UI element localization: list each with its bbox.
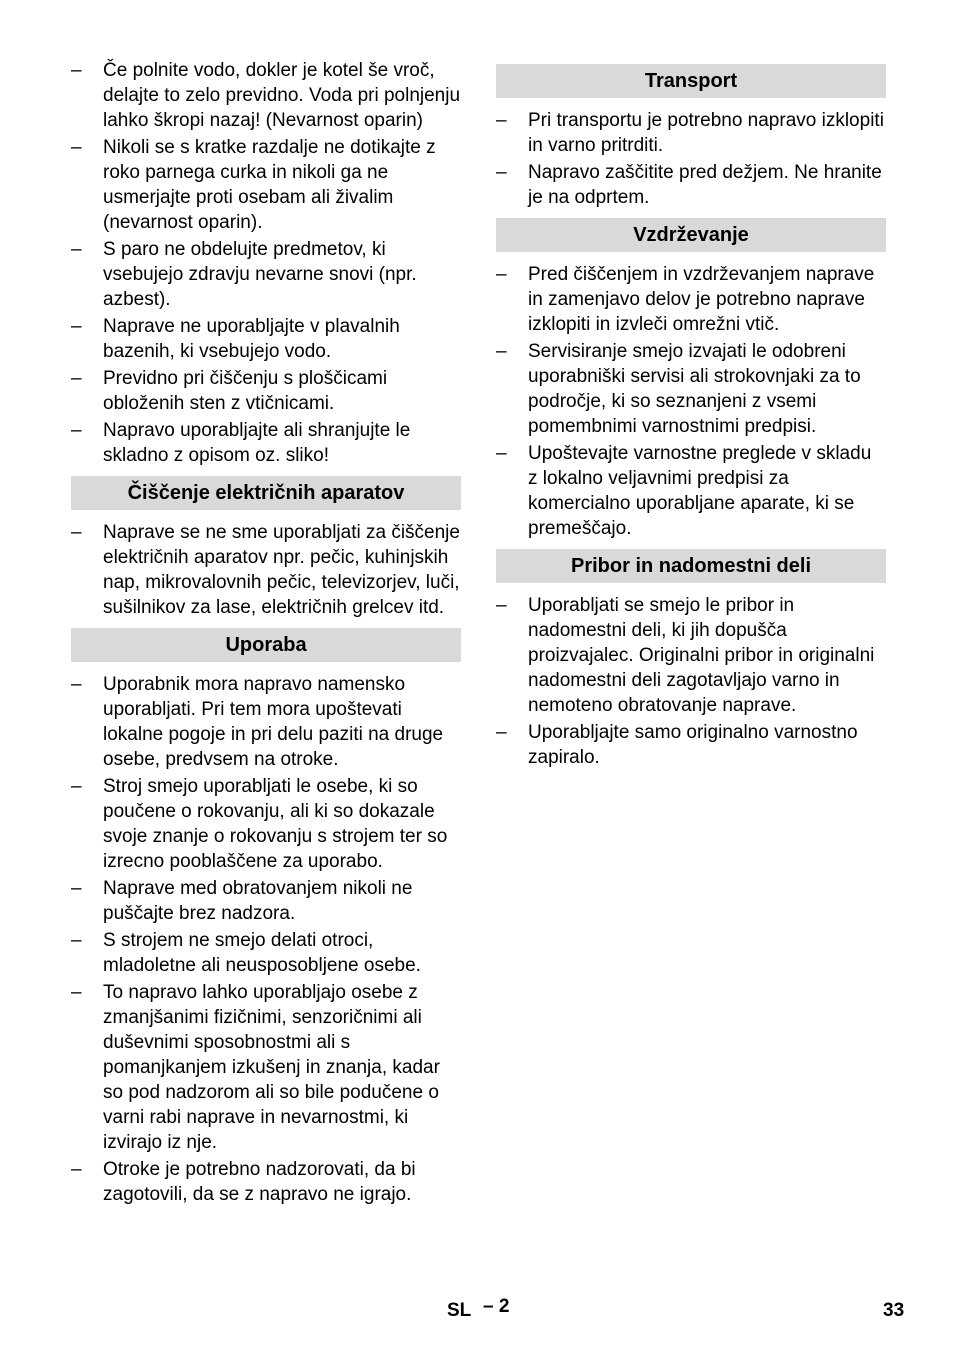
bullet-dash: – [496,595,507,616]
list-item-text: Pri transportu je potrebno napravo izklopiti in varno pritrditi. [528,110,884,156]
accessories-list [496,593,886,770]
list-item [496,160,886,210]
list-item-text: Napravo uporabljajte ali shranjujte le skladno z opisom oz. sliko! [103,420,411,466]
list-item [71,418,461,468]
section-heading-cleaning-electrical: Čiščenje električnih aparatov [71,476,461,510]
list-item [71,980,461,1155]
bullet-dash: – [71,60,82,81]
bullet-dash: – [71,878,82,899]
list-item [71,314,461,364]
list-item [496,262,886,337]
bullet-dash: – [496,443,507,464]
list-item-text: To napravo lahko uporabljajo osebe z zmanjšanimi fizičnimi, senzoričnimi ali duševnimi sposobnostmi ali s pomanjkanjem izkušenj in znanja, kadar so pod nadzorom ali so bile podučene o varni rabi naprave in nevarnostmi, ki izvirajo iz nje. [103,982,440,1153]
list-item-text: Naprave se ne sme uporabljati za čiščenje električnih aparatov npr. pečic, kuhinjskih nap, mikrovalovnih pečic, televizorjev, luči, sušilnikov za lase, električnih grelcev itd. [103,522,460,618]
intro-list [71,58,461,468]
list-item [71,237,461,312]
list-item-text: Če polnite vodo, dokler je kotel še vroč, delajte to zelo previdno. Voda pri polnjenju lahko škropi nazaj! (Nevarnost oparin) [103,60,461,131]
list-item [496,108,886,158]
list-item [71,1157,461,1207]
section-heading-accessories: Pribor in nadomestni deli [496,549,886,583]
bullet-dash: – [71,420,82,441]
footer-language: SL [447,1300,472,1321]
list-item-text: Servisiranje smejo izvajati le odobreni uporabniški servisi ali strokovnjaki za to področje, ki so seznanjeni z vsemi pomembnimi varnostnimi predpisi. [528,341,861,437]
cleaning-electrical-list [71,520,461,620]
list-item-text: Upoštevajte varnostne preglede v skladu z lokalno veljavnimi predpisi za komercialno uporabljane aparate, ki se premeščajo. [528,443,872,539]
bullet-dash: – [496,162,507,183]
list-item-text: Naprave ne uporabljajte v plavalnih bazenih, ki vsebujejo vodo. [103,316,400,362]
bullet-dash: – [71,776,82,797]
list-item-text: S strojem ne smejo delati otroci, mladoletne ali neusposobljene osebe. [103,930,421,976]
bullet-dash: – [496,341,507,362]
list-item-text: Naprave med obratovanjem nikoli ne puščajte brez nadzora. [103,878,413,924]
usage-list [71,672,461,1207]
transport-list [496,108,886,210]
bullet-dash: – [71,982,82,1003]
list-item [71,520,461,620]
section-heading-transport: Transport [496,64,886,98]
left-column [71,58,461,1209]
list-item-text: Otroke je potrebno nadzorovati, da bi zagotovili, da se z napravo ne igrajo. [103,1159,416,1205]
bullet-dash: – [496,264,507,285]
maintenance-list [496,262,886,541]
bullet-dash: – [71,316,82,337]
bullet-dash: – [71,522,82,543]
bullet-dash: – [71,1159,82,1180]
list-item [71,672,461,772]
right-column [496,64,886,772]
list-item [71,58,461,133]
list-item [71,366,461,416]
bullet-dash: – [71,930,82,951]
list-item-text: Nikoli se s kratke razdalje ne dotikajte z roko parnega curka in nikoli ga ne usmerjajte proti osebam ali živalim (nevarnost oparin). [103,137,436,233]
list-item [71,135,461,235]
bullet-dash: – [71,368,82,389]
list-item [71,876,461,926]
list-item [496,339,886,439]
bullet-dash: – [496,722,507,743]
list-item-text: Napravo zaščitite pred dežjem. Ne hranite je na odprtem. [528,162,882,208]
list-item-text: Uporabnik mora napravo namensko uporabljati. Pri tem mora upoštevati lokalne pogoje in pri delu paziti na druge osebe, predvsem na otroke. [103,674,444,770]
list-item [71,928,461,978]
list-item [496,720,886,770]
page-number: 33 [883,1300,905,1321]
list-item-text: Stroj smejo uporabljati le osebe, ki so poučene o rokovanju, ali ki so dokazale svoje znanje o rokovanju s strojem ter so izrecno pooblaščene za uporabo. [103,776,448,872]
bullet-dash: – [71,137,82,158]
list-item-text: Uporabljati se smejo le pribor in nadomestni deli, ki jih dopušča proizvajalec. Originalni pribor in originalni nadomestni deli zagotavljajo varno in nemoteno obratovanje naprave. [528,595,875,716]
list-item-text: Previdno pri čiščenju s ploščicami obloženih sten z vtičnicami. [103,368,388,414]
list-item-text: Uporabljajte samo originalno varnostno zapiralo. [528,722,858,768]
footer-page-sub: – 2 [483,1296,510,1317]
bullet-dash: – [71,239,82,260]
list-item [496,441,886,541]
list-item-text: Pred čiščenjem in vzdrževanjem naprave in zamenjavo delov je potrebno naprave izklopiti in izvleči omrežni vtič. [528,264,875,335]
section-heading-maintenance: Vzdrževanje [496,218,886,252]
bullet-dash: – [71,674,82,695]
list-item-text: S paro ne obdelujte predmetov, ki vsebujejo zdravju nevarne snovi (npr. azbest). [103,239,417,310]
bullet-dash: – [496,110,507,131]
section-heading-usage: Uporaba [71,628,461,662]
list-item [496,593,886,718]
list-item [71,774,461,874]
